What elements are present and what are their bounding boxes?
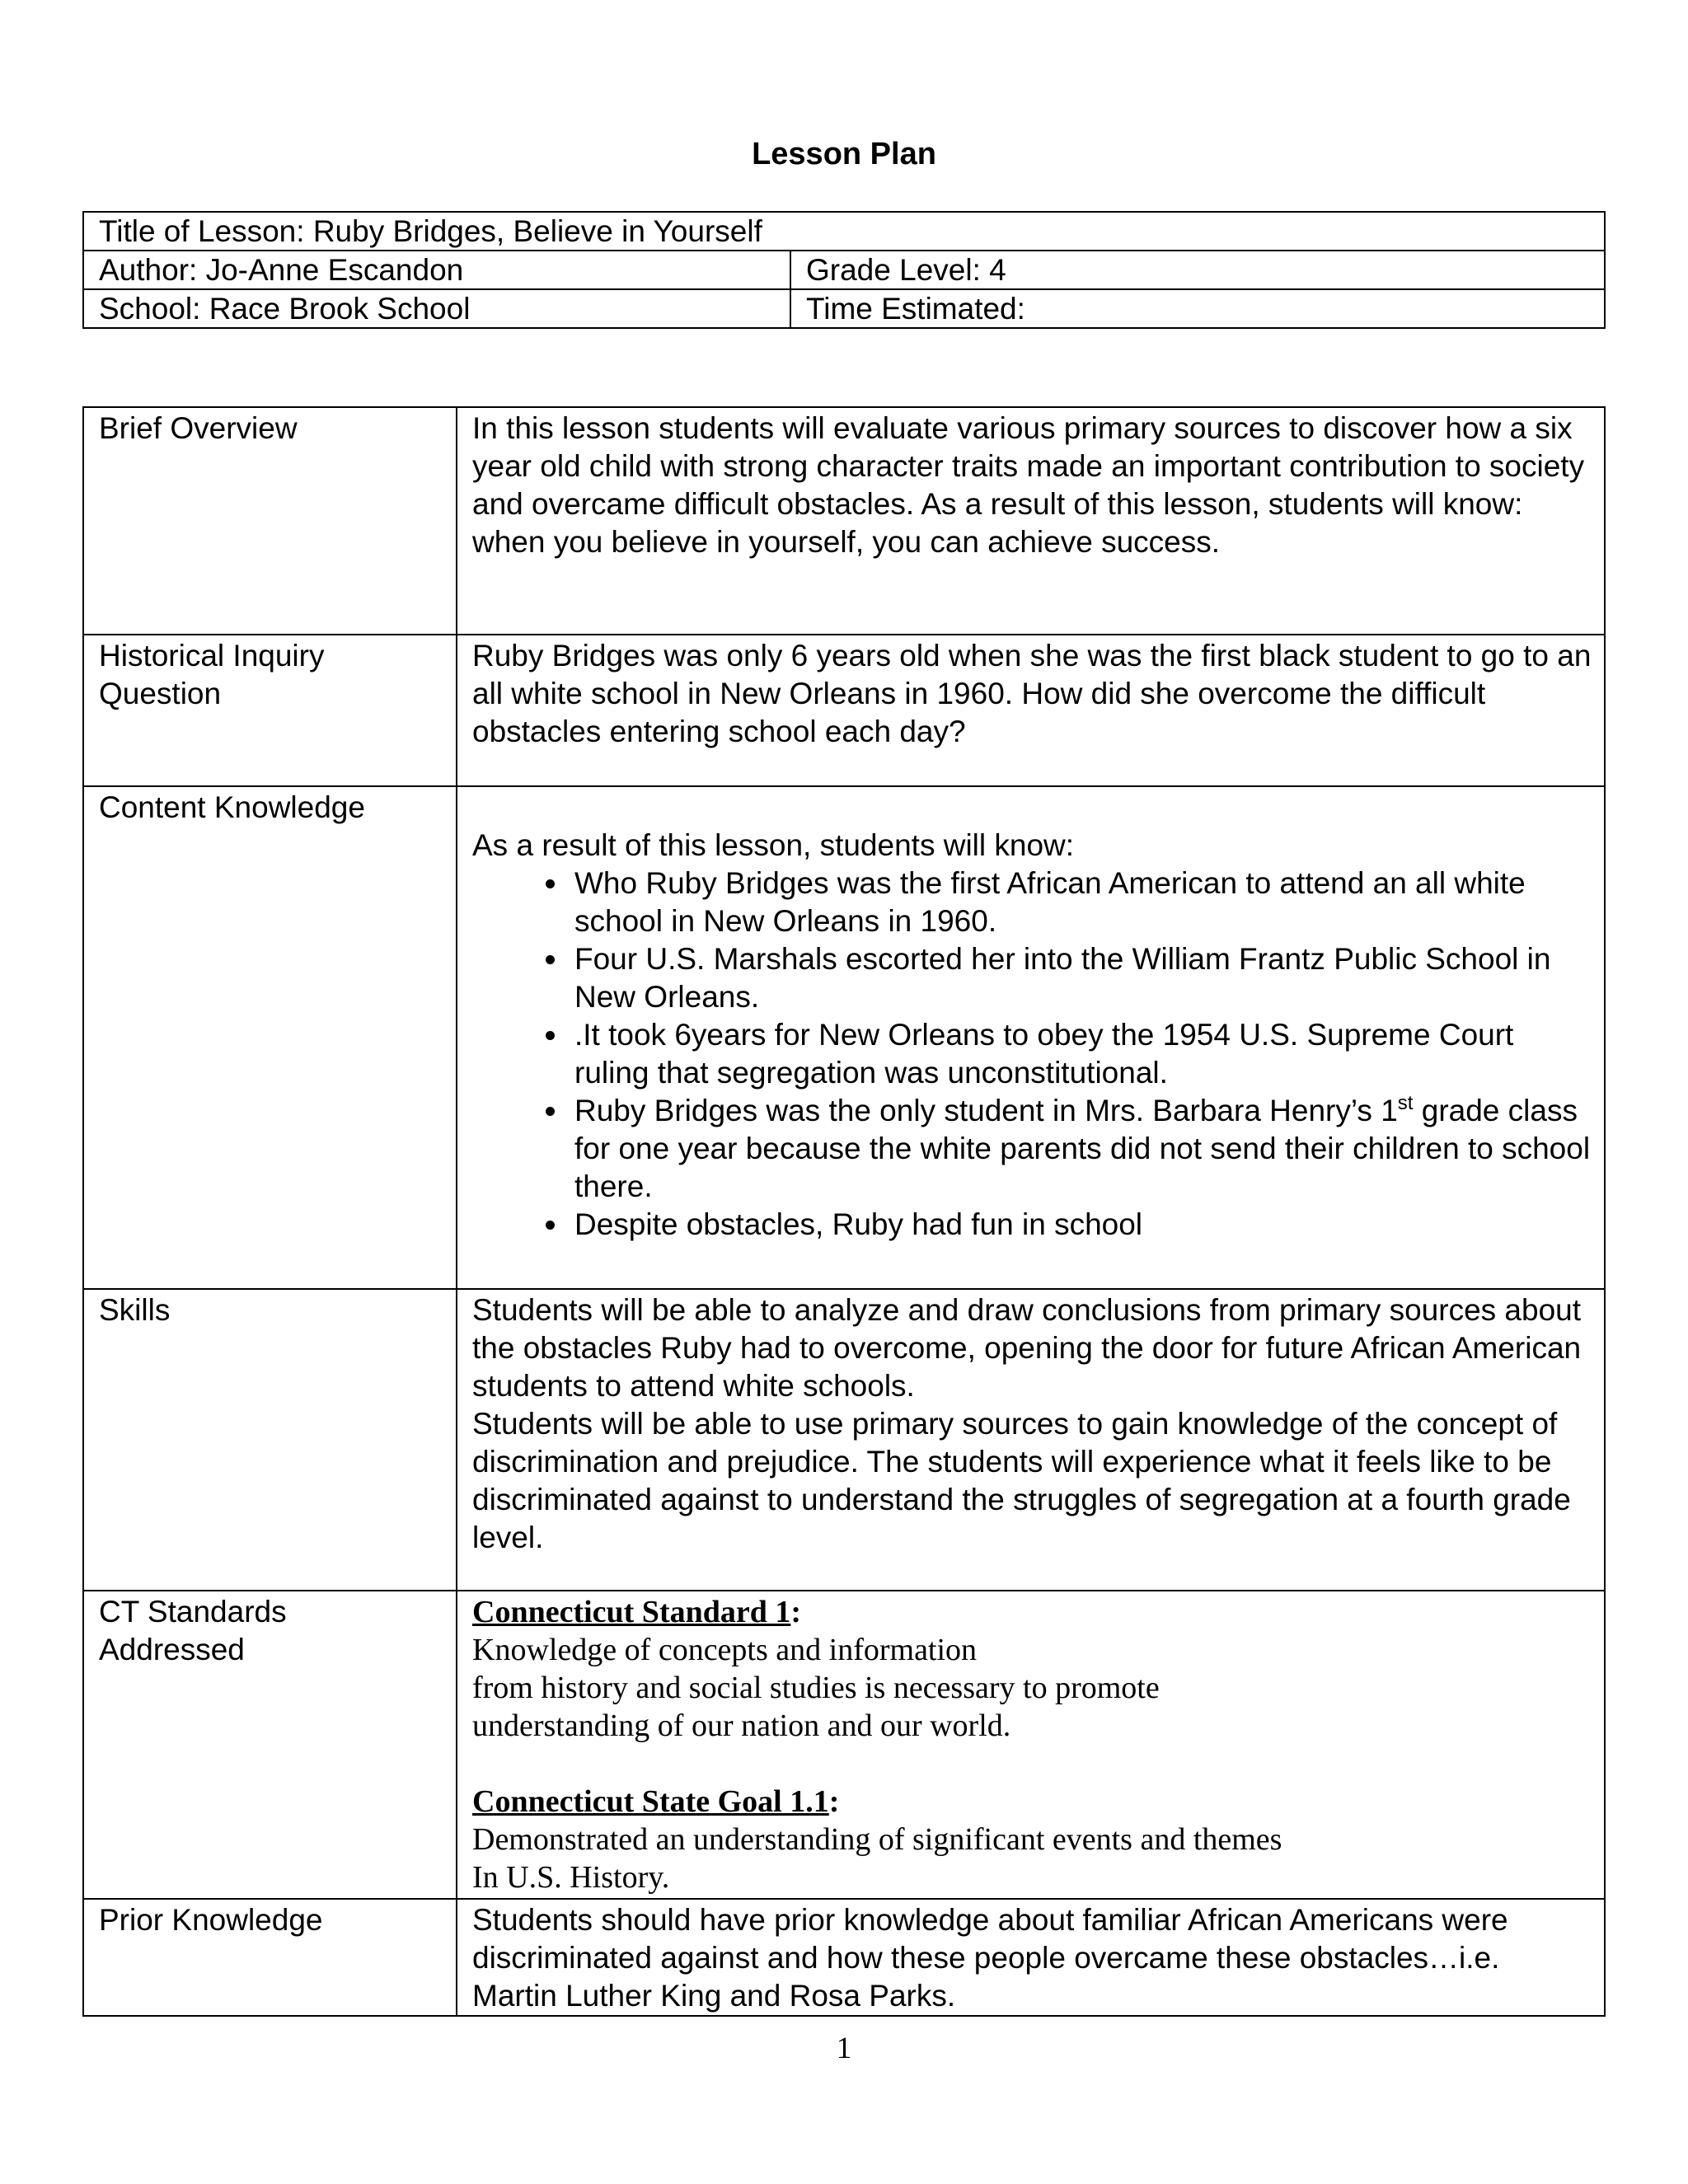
standard-1-line: from history and social studies is necessary to promote bbox=[472, 1671, 1160, 1705]
row-ct-standards bbox=[83, 1591, 1605, 1899]
grade-level: Grade Level: 4 bbox=[790, 251, 1605, 289]
historical-inquiry-label: Historical Inquiry Question bbox=[83, 635, 457, 786]
author: Author: Jo-Anne Escandon bbox=[83, 251, 790, 289]
content-knowledge-label: Content Knowledge bbox=[83, 786, 457, 1289]
standard-1-line: Knowledge of concepts and information bbox=[472, 1633, 978, 1667]
state-goal-heading: Connecticut State Goal 1.1: bbox=[472, 1784, 840, 1819]
list-item: • Despite obstacles, Ruby had fun in school bbox=[570, 1206, 1592, 1244]
row-content-knowledge bbox=[83, 786, 1605, 1289]
time-estimated: Time Estimated: bbox=[790, 289, 1605, 328]
historical-inquiry-text: Ruby Bridges was only 6 years old when she was the first black student to go to an all white school in New Orleans in 1960. How did she overcome the difficult obstacles entering school each day? bbox=[457, 635, 1605, 786]
document-title: Lesson Plan bbox=[752, 137, 936, 171]
header-row-author bbox=[83, 251, 1605, 289]
list-item: • .It took 6years for New Orleans to obey the 1954 U.S. Supreme Court ruling that segregation was unconstitutional. bbox=[570, 1016, 1592, 1092]
content-knowledge-list bbox=[472, 865, 1592, 1244]
state-goal-line: Demonstrated an understanding of significant events and themes bbox=[472, 1822, 1282, 1857]
list-item: • Who Ruby Bridges was the first African American to attend an all white school in New Orleans in 1960. bbox=[570, 865, 1592, 940]
skills-paragraph-1: Students will be able to analyze and draw conclusions from primary sources about the obstacles Ruby had to overcome, opening the door for future African American students to attend white schools. bbox=[472, 1293, 1582, 1403]
page-number: 1 bbox=[836, 2032, 852, 2065]
row-historical-inquiry bbox=[83, 635, 1605, 786]
brief-overview-text: In this lesson students will evaluate various primary sources to discover how a six year old child with strong character traits made an important contribution to society and overcame difficult obstacles. As a result of this lesson, students will know: when you believe in yourself, you can achieve success. bbox=[457, 407, 1605, 635]
list-item: • Ruby Bridges was the only student in Mrs. Barbara Henry’s 1st grade class for one year because the white parents did not send their children to school there. bbox=[570, 1092, 1592, 1206]
lesson-details-table bbox=[82, 406, 1606, 2017]
row-skills bbox=[83, 1289, 1605, 1591]
brief-overview-label: Brief Overview bbox=[83, 407, 457, 635]
content-knowledge-cell bbox=[457, 786, 1605, 1289]
lesson-header-table bbox=[82, 211, 1606, 329]
prior-knowledge-label: Prior Knowledge bbox=[83, 1899, 457, 2016]
skills-paragraph-2: Students will be able to use primary sources to gain knowledge of the concept of discrimination and prejudice. The students will experience what it feels like to be discriminated against to understand the struggles of segregation at a fourth grade level. bbox=[472, 1407, 1571, 1554]
standard-1-heading: Connecticut Standard 1: bbox=[472, 1595, 802, 1629]
skills-text bbox=[457, 1289, 1605, 1591]
ct-standards-label: CT Standards Addressed bbox=[83, 1591, 457, 1899]
standard-1-line: understanding of our nation and our world. bbox=[472, 1708, 1011, 1743]
content-knowledge-intro: As a result of this lesson, students will know: bbox=[472, 828, 1075, 862]
ct-standards-cell bbox=[457, 1591, 1605, 1899]
school: School: Race Brook School bbox=[83, 289, 790, 328]
row-brief-overview bbox=[83, 407, 1605, 635]
header-row-title bbox=[83, 212, 1605, 251]
skills-label: Skills bbox=[83, 1289, 457, 1591]
row-prior-knowledge bbox=[83, 1899, 1605, 2016]
title-of-lesson: Title of Lesson: Ruby Bridges, Believe in Yourself bbox=[83, 212, 1605, 251]
list-item: • Four U.S. Marshals escorted her into the William Frantz Public School in New Orleans. bbox=[570, 940, 1592, 1016]
prior-knowledge-text: Students should have prior knowledge about familiar African Americans were discriminated against and how these people overcame these obstacles…i.e. Martin Luther King and Rosa Parks. bbox=[457, 1899, 1605, 2016]
state-goal-line: In U.S. History. bbox=[472, 1860, 670, 1895]
header-row-school bbox=[83, 289, 1605, 328]
